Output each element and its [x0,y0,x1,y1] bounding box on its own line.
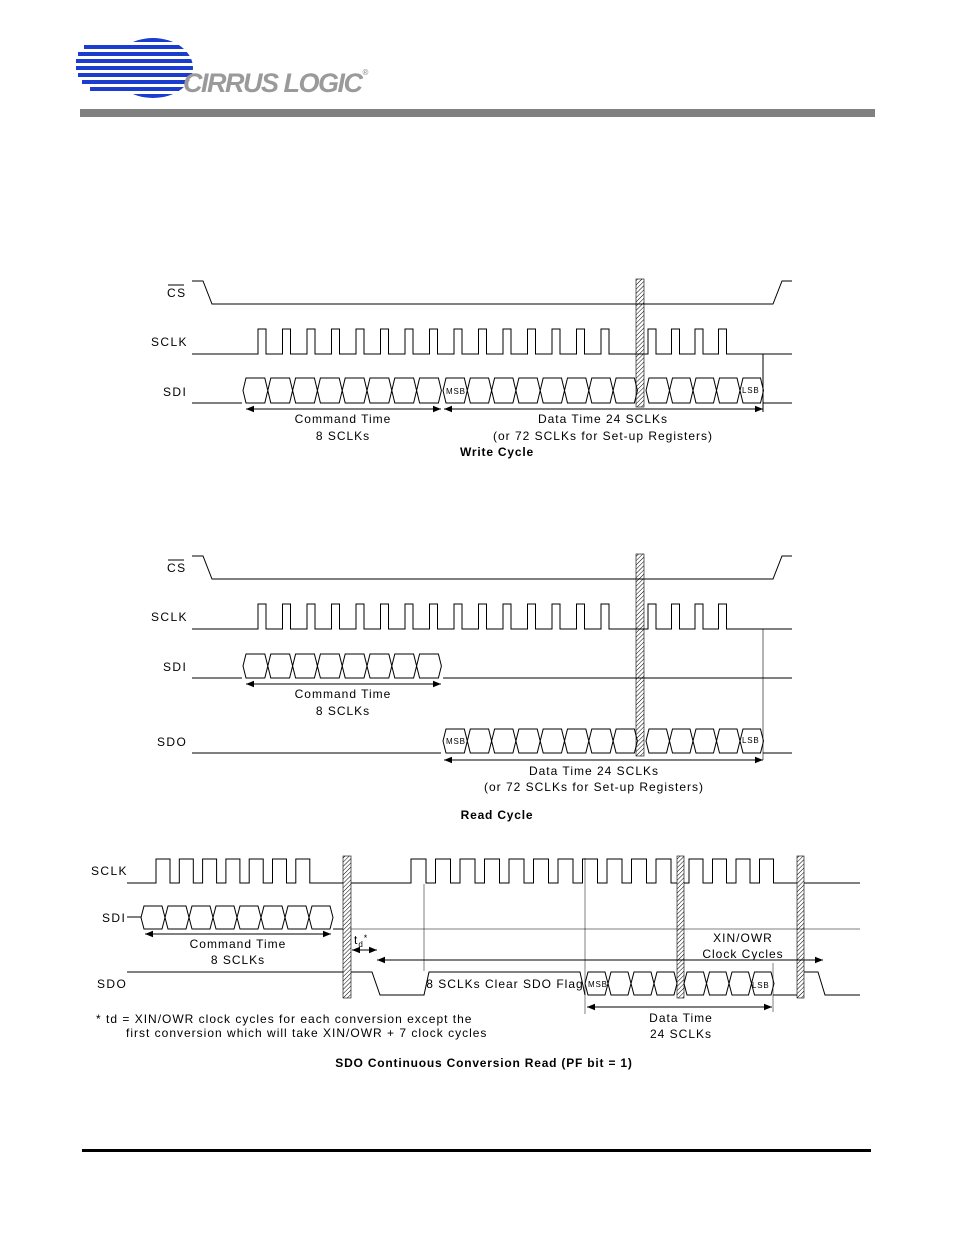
read-cycle-diagram [151,554,792,822]
td-label: $t_d^*$ [354,933,369,949]
read-sdi-bus [192,654,792,678]
write-command-time: Command Time [294,412,392,426]
clock-cycles-label: Clock Cycles [702,947,784,961]
write-cycle-diagram [151,279,792,459]
cont-msb-label: MSB [588,980,608,989]
write-sdi-bus [192,378,792,403]
read-command-time: Command Time [294,687,392,701]
continuous-read-caption: SDO Continuous Conversion Read (PF bit = 1) [335,1056,633,1070]
xin-owr-label: XIN/OWR [713,931,773,945]
cont-sdi-bus [127,906,343,929]
cont-sdo-label: SDO [97,977,128,991]
write-cs-waveform [192,281,792,304]
read-sdi-label: SDI [163,660,188,674]
read-data-setup: (or 72 SCLKs for Set-up Registers) [483,780,705,794]
write-command-sclks: 8 SCLKs [315,429,371,443]
logo-wordmark-text: CIRRUS LOGIC [183,68,362,98]
td-footnote-line-2: first conversion which will take XIN/OWR + 7 clock cycles [126,1026,488,1040]
cont-data-sclks: 24 SCLKs [649,1027,713,1041]
read-command-sclks: 8 SCLKs [315,704,371,718]
cont-data-time: Data Time [649,1011,713,1025]
read-time-break [636,554,644,756]
read-data-time: Data Time 24 SCLKs [528,764,660,778]
read-cycle-caption: Read Cycle [460,808,534,822]
clear-sdo-flag-label: 8 SCLKs Clear SDO Flag [426,977,584,991]
write-lsb-label: LSB [742,386,760,395]
write-data-time: Data Time 24 SCLKs [537,412,669,426]
cont-command-sclks: 8 SCLKs [210,953,266,967]
read-sclk-waveform [192,604,792,629]
write-sdi-label: SDI [163,385,188,399]
cont-lsb-label: LSB [752,981,770,990]
write-msb-label: MSB [446,387,466,396]
cont-time-break-1 [343,856,351,998]
cont-sclk-label: SCLK [91,864,128,878]
write-sclk-label: SCLK [151,335,188,349]
cont-sdi-label: SDI [102,911,127,925]
cont-time-break-3 [797,856,804,998]
td-footnote-line-1: * td = XIN/OWR clock cycles for each conversion except the [96,1012,473,1026]
write-time-break [636,279,644,407]
write-data-setup: (or 72 SCLKs for Set-up Registers) [492,429,714,443]
read-sclk-label: SCLK [151,610,188,624]
read-cs-label: CS [167,561,187,575]
registered-mark: ® [362,68,369,77]
read-cs-waveform [192,556,792,579]
read-msb-label: MSB [446,737,466,746]
write-sclk-waveform [192,329,792,354]
cont-sclk-waveform [127,859,860,883]
continuous-read-diagram [91,856,860,1070]
read-sdo-bus [192,729,792,753]
read-sdo-label: SDO [157,735,188,749]
write-cs-label: CS [167,286,187,300]
write-cycle-caption: Write Cycle [460,445,534,459]
cont-time-break-2 [677,856,684,998]
cont-command-time: Command Time [189,937,287,951]
read-lsb-label: LSB [742,736,760,745]
footer-rule [82,1149,871,1152]
